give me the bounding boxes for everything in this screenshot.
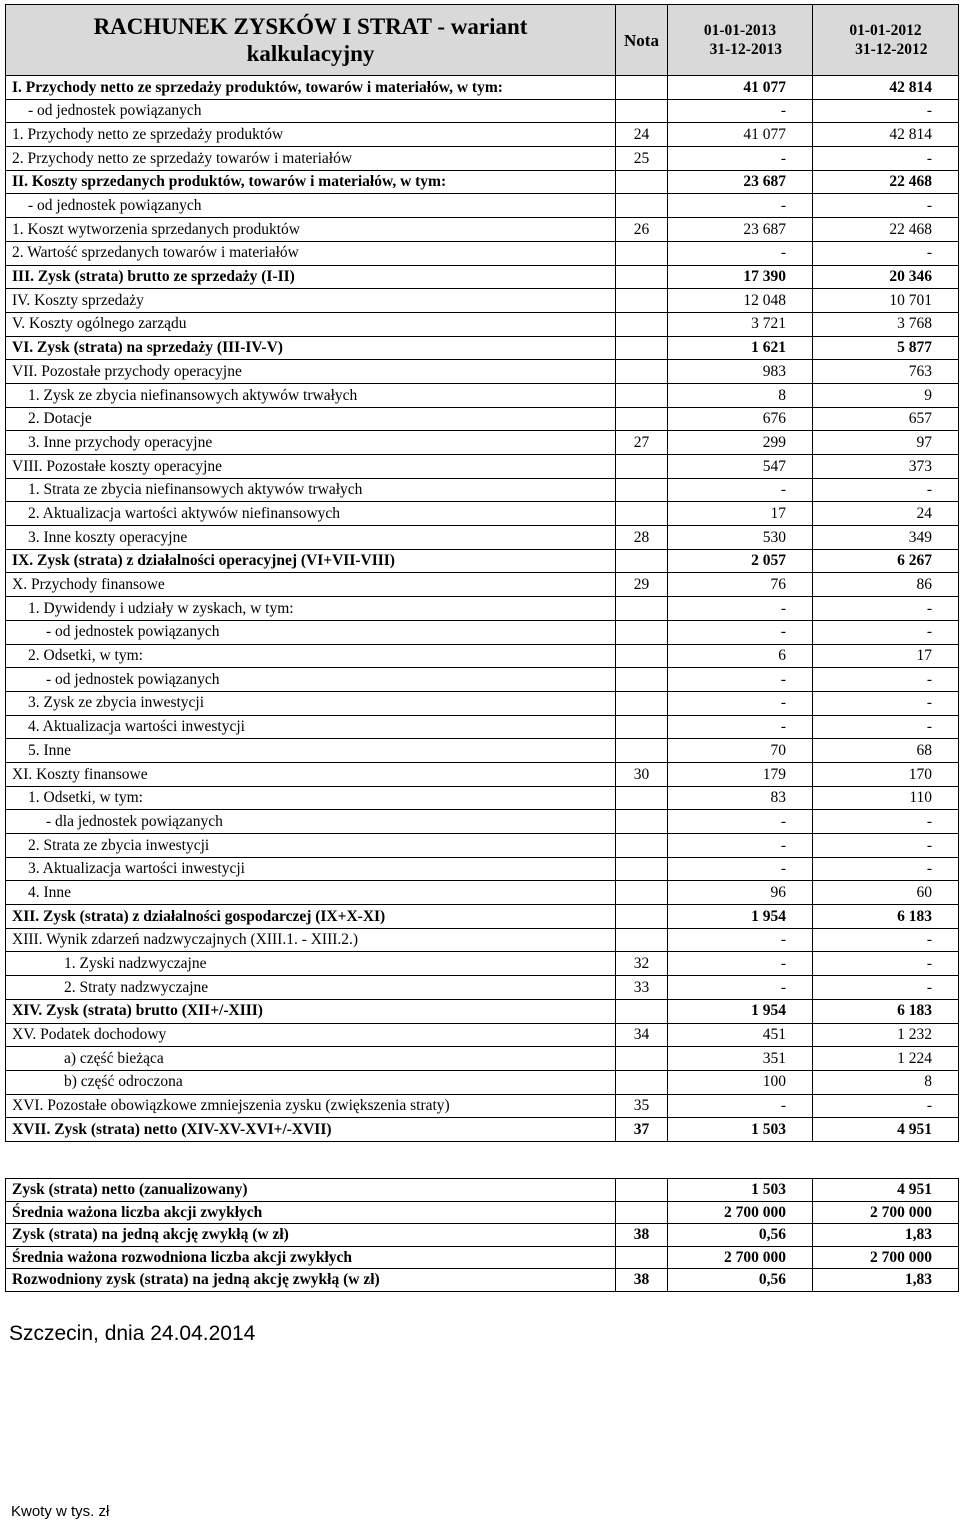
- row-value-2012: 373: [813, 455, 959, 479]
- statement-row: [6, 526, 959, 550]
- row-label: 4. Aktualizacja wartości inwestycji: [6, 715, 616, 739]
- eps-row: [6, 1201, 959, 1224]
- row-value-2012: 2 700 000: [813, 1201, 959, 1224]
- statement-row: [6, 194, 959, 218]
- statement-row: [6, 455, 959, 479]
- statement-row: [6, 905, 959, 929]
- row-value-2013: 1 621: [668, 336, 813, 360]
- place-date: Szczecin, dnia 24.04.2014: [9, 1322, 256, 1345]
- row-label: VIII. Pozostałe koszty operacyjne: [6, 455, 616, 479]
- row-nota: 30: [616, 762, 668, 786]
- row-label: b) część odroczona: [6, 1070, 616, 1094]
- row-value-2012: 86: [813, 573, 959, 597]
- row-nota: 26: [616, 218, 668, 242]
- row-nota: [616, 360, 668, 384]
- row-nota: [616, 928, 668, 952]
- row-value-2013: 299: [668, 431, 813, 455]
- row-value-2012: 1,83: [813, 1224, 959, 1247]
- row-value-2012: 20 346: [813, 265, 959, 289]
- row-nota: [616, 455, 668, 479]
- row-value-2013: -: [668, 928, 813, 952]
- row-label: 3. Inne przychody operacyjne: [6, 431, 616, 455]
- row-label: 2. Straty nadzwyczajne: [6, 976, 616, 1000]
- row-value-2013: 0,56: [668, 1269, 813, 1292]
- row-value-2013: 530: [668, 526, 813, 550]
- statement-row: [6, 691, 959, 715]
- row-value-2012: 2 700 000: [813, 1246, 959, 1269]
- row-nota: 25: [616, 147, 668, 171]
- row-nota: [616, 289, 668, 313]
- row-value-2013: 83: [668, 786, 813, 810]
- statement-row: [6, 810, 959, 834]
- period-current-header: 01-01-2013 31-12-2013: [668, 5, 813, 76]
- row-value-2013: 1 503: [668, 1118, 813, 1142]
- row-value-2013: -: [668, 194, 813, 218]
- statement-row: [6, 976, 959, 1000]
- row-value-2012: -: [813, 478, 959, 502]
- row-value-2013: 17 390: [668, 265, 813, 289]
- row-value-2013: 96: [668, 881, 813, 905]
- row-value-2012: 6 183: [813, 999, 959, 1023]
- row-label: a) część bieżąca: [6, 1047, 616, 1071]
- statement-row: [6, 265, 959, 289]
- row-label: 2. Wartość sprzedanych towarów i materiałów: [6, 241, 616, 265]
- row-value-2013: 41 077: [668, 76, 813, 100]
- statement-row: [6, 644, 959, 668]
- row-value-2013: -: [668, 147, 813, 171]
- row-label: - od jednostek powiązanych: [6, 99, 616, 123]
- row-value-2013: -: [668, 715, 813, 739]
- row-value-2012: 1 232: [813, 1023, 959, 1047]
- statement-row: [6, 289, 959, 313]
- row-label: 1. Zysk ze zbycia niefinansowych aktywów trwałych: [6, 383, 616, 407]
- row-label: 3. Aktualizacja wartości inwestycji: [6, 857, 616, 881]
- row-nota: [616, 312, 668, 336]
- row-nota: [616, 170, 668, 194]
- statement-row: [6, 573, 959, 597]
- statement-row: [6, 360, 959, 384]
- row-label: XVII. Zysk (strata) netto (XIV-XV-XVI+/-XVII): [6, 1118, 616, 1142]
- row-nota: [616, 905, 668, 929]
- row-nota: [616, 715, 668, 739]
- row-nota: [616, 644, 668, 668]
- row-value-2013: 17: [668, 502, 813, 526]
- row-nota: [616, 999, 668, 1023]
- row-label: XIV. Zysk (strata) brutto (XII+/-XIII): [6, 999, 616, 1023]
- row-label: XV. Podatek dochodowy: [6, 1023, 616, 1047]
- row-value-2012: 170: [813, 762, 959, 786]
- row-value-2012: 42 814: [813, 76, 959, 100]
- row-nota: [616, 597, 668, 621]
- row-nota: [616, 1179, 668, 1202]
- statement-row: [6, 597, 959, 621]
- row-value-2012: 60: [813, 881, 959, 905]
- row-value-2012: 763: [813, 360, 959, 384]
- statement-row: [6, 502, 959, 526]
- row-label: Zysk (strata) na jedną akcję zwykłą (w zł): [6, 1224, 616, 1247]
- row-nota: [616, 241, 668, 265]
- row-value-2012: -: [813, 952, 959, 976]
- row-nota: [616, 99, 668, 123]
- row-value-2013: -: [668, 1094, 813, 1118]
- row-label: VII. Pozostałe przychody operacyjne: [6, 360, 616, 384]
- statement-row: [6, 668, 959, 692]
- row-value-2012: -: [813, 241, 959, 265]
- row-value-2013: 12 048: [668, 289, 813, 313]
- statement-row: [6, 336, 959, 360]
- row-label: 1. Odsetki, w tym:: [6, 786, 616, 810]
- row-nota: [616, 834, 668, 858]
- statement-row: [6, 241, 959, 265]
- row-label: 5. Inne: [6, 739, 616, 763]
- nota-header: Nota: [616, 5, 668, 76]
- row-nota: [616, 1047, 668, 1071]
- row-value-2013: -: [668, 597, 813, 621]
- row-nota: [616, 1246, 668, 1269]
- row-label: 2. Dotacje: [6, 407, 616, 431]
- row-nota: 37: [616, 1118, 668, 1142]
- row-value-2012: 22 468: [813, 170, 959, 194]
- row-value-2012: -: [813, 715, 959, 739]
- row-label: Zysk (strata) netto (zanualizowany): [6, 1179, 616, 1202]
- row-label: - od jednostek powiązanych: [6, 668, 616, 692]
- row-label: XIII. Wynik zdarzeń nadzwyczajnych (XIII.1. - XIII.2.): [6, 928, 616, 952]
- row-nota: 38: [616, 1224, 668, 1247]
- row-nota: [616, 407, 668, 431]
- row-value-2013: -: [668, 834, 813, 858]
- row-label: XVI. Pozostałe obowiązkowe zmniejszenia zysku (zwiększenia straty): [6, 1094, 616, 1118]
- statement-title: RACHUNEK ZYSKÓW I STRAT - wariant kalkulacyjny: [6, 5, 616, 76]
- row-value-2013: 179: [668, 762, 813, 786]
- row-value-2013: 8: [668, 383, 813, 407]
- row-value-2012: 8: [813, 1070, 959, 1094]
- row-value-2012: -: [813, 620, 959, 644]
- statement-row: [6, 123, 959, 147]
- row-value-2012: 4 951: [813, 1118, 959, 1142]
- row-value-2012: 657: [813, 407, 959, 431]
- row-label: - od jednostek powiązanych: [6, 620, 616, 644]
- row-value-2012: 9: [813, 383, 959, 407]
- row-value-2013: -: [668, 668, 813, 692]
- row-value-2013: 983: [668, 360, 813, 384]
- row-nota: [616, 739, 668, 763]
- row-value-2012: 17: [813, 644, 959, 668]
- row-value-2013: 1 503: [668, 1179, 813, 1202]
- statement-row: [6, 620, 959, 644]
- row-nota: 27: [616, 431, 668, 455]
- row-value-2013: 41 077: [668, 123, 813, 147]
- statement-row: [6, 383, 959, 407]
- statement-row: [6, 762, 959, 786]
- row-value-2013: 2 700 000: [668, 1201, 813, 1224]
- row-nota: [616, 265, 668, 289]
- row-nota: 33: [616, 976, 668, 1000]
- header-row: [6, 5, 959, 76]
- statement-row: [6, 928, 959, 952]
- row-value-2012: 24: [813, 502, 959, 526]
- row-value-2012: 4 951: [813, 1179, 959, 1202]
- statement-row: [6, 99, 959, 123]
- eps-row: [6, 1246, 959, 1269]
- row-nota: 24: [616, 123, 668, 147]
- row-label: IX. Zysk (strata) z działalności operacyjnej (VI+VII-VIII): [6, 549, 616, 573]
- statement-row: [6, 76, 959, 100]
- row-value-2012: -: [813, 147, 959, 171]
- row-value-2013: 23 687: [668, 170, 813, 194]
- statement-row: [6, 312, 959, 336]
- row-label: Rozwodniony zysk (strata) na jedną akcję zwykłą (w zł): [6, 1269, 616, 1292]
- row-value-2013: 2 057: [668, 549, 813, 573]
- row-value-2013: -: [668, 99, 813, 123]
- row-label: 1. Zyski nadzwyczajne: [6, 952, 616, 976]
- statement-row: [6, 218, 959, 242]
- period-prior-header: 01-01-2012 31-12-2012: [813, 5, 959, 76]
- row-value-2012: 22 468: [813, 218, 959, 242]
- row-nota: [616, 1201, 668, 1224]
- row-nota: [616, 857, 668, 881]
- row-value-2013: 70: [668, 739, 813, 763]
- row-value-2012: 5 877: [813, 336, 959, 360]
- row-value-2012: 6 267: [813, 549, 959, 573]
- row-value-2012: 68: [813, 739, 959, 763]
- statement-row: [6, 881, 959, 905]
- row-value-2012: -: [813, 668, 959, 692]
- row-label: VI. Zysk (strata) na sprzedaży (III-IV-V): [6, 336, 616, 360]
- row-label: IV. Koszty sprzedaży: [6, 289, 616, 313]
- units-note: Kwoty w tys. zł: [11, 1503, 110, 1520]
- row-label: X. Przychody finansowe: [6, 573, 616, 597]
- row-label: 2. Przychody netto ze sprzedaży towarów i materiałów: [6, 147, 616, 171]
- row-value-2012: 1 224: [813, 1047, 959, 1071]
- eps-row: [6, 1179, 959, 1202]
- statement-row: [6, 834, 959, 858]
- row-nota: 32: [616, 952, 668, 976]
- row-label: 4. Inne: [6, 881, 616, 905]
- statement-row: [6, 1094, 959, 1118]
- row-value-2013: -: [668, 976, 813, 1000]
- row-label: 3. Zysk ze zbycia inwestycji: [6, 691, 616, 715]
- income-statement-table: [5, 4, 959, 1142]
- row-label: 1. Koszt wytworzenia sprzedanych produktów: [6, 218, 616, 242]
- statement-row: [6, 715, 959, 739]
- row-value-2013: 1 954: [668, 905, 813, 929]
- row-value-2012: 110: [813, 786, 959, 810]
- row-nota: [616, 691, 668, 715]
- row-label: Średnia ważona liczba akcji zwykłych: [6, 1201, 616, 1224]
- statement-row: [6, 478, 959, 502]
- row-nota: [616, 810, 668, 834]
- row-value-2013: 676: [668, 407, 813, 431]
- statement-row: [6, 1118, 959, 1142]
- row-value-2012: -: [813, 834, 959, 858]
- row-label: XII. Zysk (strata) z działalności gospodarczej (IX+X-XI): [6, 905, 616, 929]
- statement-row: [6, 549, 959, 573]
- row-label: 1. Przychody netto ze sprzedaży produktów: [6, 123, 616, 147]
- eps-row: [6, 1224, 959, 1247]
- row-label: V. Koszty ogólnego zarządu: [6, 312, 616, 336]
- statement-row: [6, 739, 959, 763]
- row-value-2012: -: [813, 194, 959, 218]
- statement-row: [6, 1047, 959, 1071]
- row-nota: [616, 1070, 668, 1094]
- row-value-2013: 2 700 000: [668, 1246, 813, 1269]
- row-nota: 29: [616, 573, 668, 597]
- row-value-2013: 1 954: [668, 999, 813, 1023]
- statement-row: [6, 431, 959, 455]
- row-nota: [616, 620, 668, 644]
- row-value-2012: 6 183: [813, 905, 959, 929]
- eps-table: [5, 1178, 959, 1292]
- row-value-2013: -: [668, 857, 813, 881]
- row-label: - od jednostek powiązanych: [6, 194, 616, 218]
- row-value-2012: -: [813, 1094, 959, 1118]
- statement-row: [6, 952, 959, 976]
- row-value-2012: 1,83: [813, 1269, 959, 1292]
- row-value-2013: 451: [668, 1023, 813, 1047]
- row-label: XI. Koszty finansowe: [6, 762, 616, 786]
- row-nota: [616, 668, 668, 692]
- row-nota: [616, 336, 668, 360]
- row-label: 1. Dywidendy i udziały w zyskach, w tym:: [6, 597, 616, 621]
- row-value-2013: -: [668, 810, 813, 834]
- row-value-2013: -: [668, 478, 813, 502]
- row-nota: 35: [616, 1094, 668, 1118]
- row-value-2013: 3 721: [668, 312, 813, 336]
- row-value-2012: -: [813, 857, 959, 881]
- row-value-2013: 100: [668, 1070, 813, 1094]
- row-label: Średnia ważona rozwodniona liczba akcji zwykłych: [6, 1246, 616, 1269]
- row-value-2013: -: [668, 952, 813, 976]
- row-value-2012: -: [813, 976, 959, 1000]
- row-value-2012: 42 814: [813, 123, 959, 147]
- row-value-2013: -: [668, 620, 813, 644]
- row-label: 2. Aktualizacja wartości aktywów niefinansowych: [6, 502, 616, 526]
- row-value-2012: 97: [813, 431, 959, 455]
- row-value-2013: -: [668, 241, 813, 265]
- statement-row: [6, 999, 959, 1023]
- row-nota: 38: [616, 1269, 668, 1292]
- statement-row: [6, 407, 959, 431]
- row-label: I. Przychody netto ze sprzedaży produktów, towarów i materiałów, w tym:: [6, 76, 616, 100]
- row-value-2013: 0,56: [668, 1224, 813, 1247]
- row-value-2013: -: [668, 691, 813, 715]
- row-value-2012: 3 768: [813, 312, 959, 336]
- row-label: 2. Strata ze zbycia inwestycji: [6, 834, 616, 858]
- row-nota: [616, 881, 668, 905]
- row-value-2012: -: [813, 928, 959, 952]
- row-label: II. Koszty sprzedanych produktów, towarów i materiałów, w tym:: [6, 170, 616, 194]
- statement-row: [6, 1023, 959, 1047]
- row-value-2012: -: [813, 597, 959, 621]
- statement-row: [6, 147, 959, 171]
- row-value-2013: 351: [668, 1047, 813, 1071]
- statement-row: [6, 1070, 959, 1094]
- row-value-2012: -: [813, 810, 959, 834]
- row-nota: [616, 194, 668, 218]
- row-nota: [616, 76, 668, 100]
- row-label: III. Zysk (strata) brutto ze sprzedaży (I-II): [6, 265, 616, 289]
- row-value-2013: 23 687: [668, 218, 813, 242]
- row-value-2013: 547: [668, 455, 813, 479]
- row-label: 2. Odsetki, w tym:: [6, 644, 616, 668]
- row-value-2012: 10 701: [813, 289, 959, 313]
- eps-row: [6, 1269, 959, 1292]
- row-label: 3. Inne koszty operacyjne: [6, 526, 616, 550]
- row-nota: [616, 478, 668, 502]
- statement-row: [6, 786, 959, 810]
- row-nota: [616, 549, 668, 573]
- row-nota: [616, 383, 668, 407]
- statement-row: [6, 857, 959, 881]
- row-nota: 34: [616, 1023, 668, 1047]
- row-nota: 28: [616, 526, 668, 550]
- row-nota: [616, 502, 668, 526]
- row-value-2013: 76: [668, 573, 813, 597]
- row-value-2012: 349: [813, 526, 959, 550]
- row-value-2012: -: [813, 691, 959, 715]
- row-label: 1. Strata ze zbycia niefinansowych aktywów trwałych: [6, 478, 616, 502]
- row-value-2013: 6: [668, 644, 813, 668]
- row-value-2012: -: [813, 99, 959, 123]
- statement-row: [6, 170, 959, 194]
- row-nota: [616, 786, 668, 810]
- row-label: - dla jednostek powiązanych: [6, 810, 616, 834]
